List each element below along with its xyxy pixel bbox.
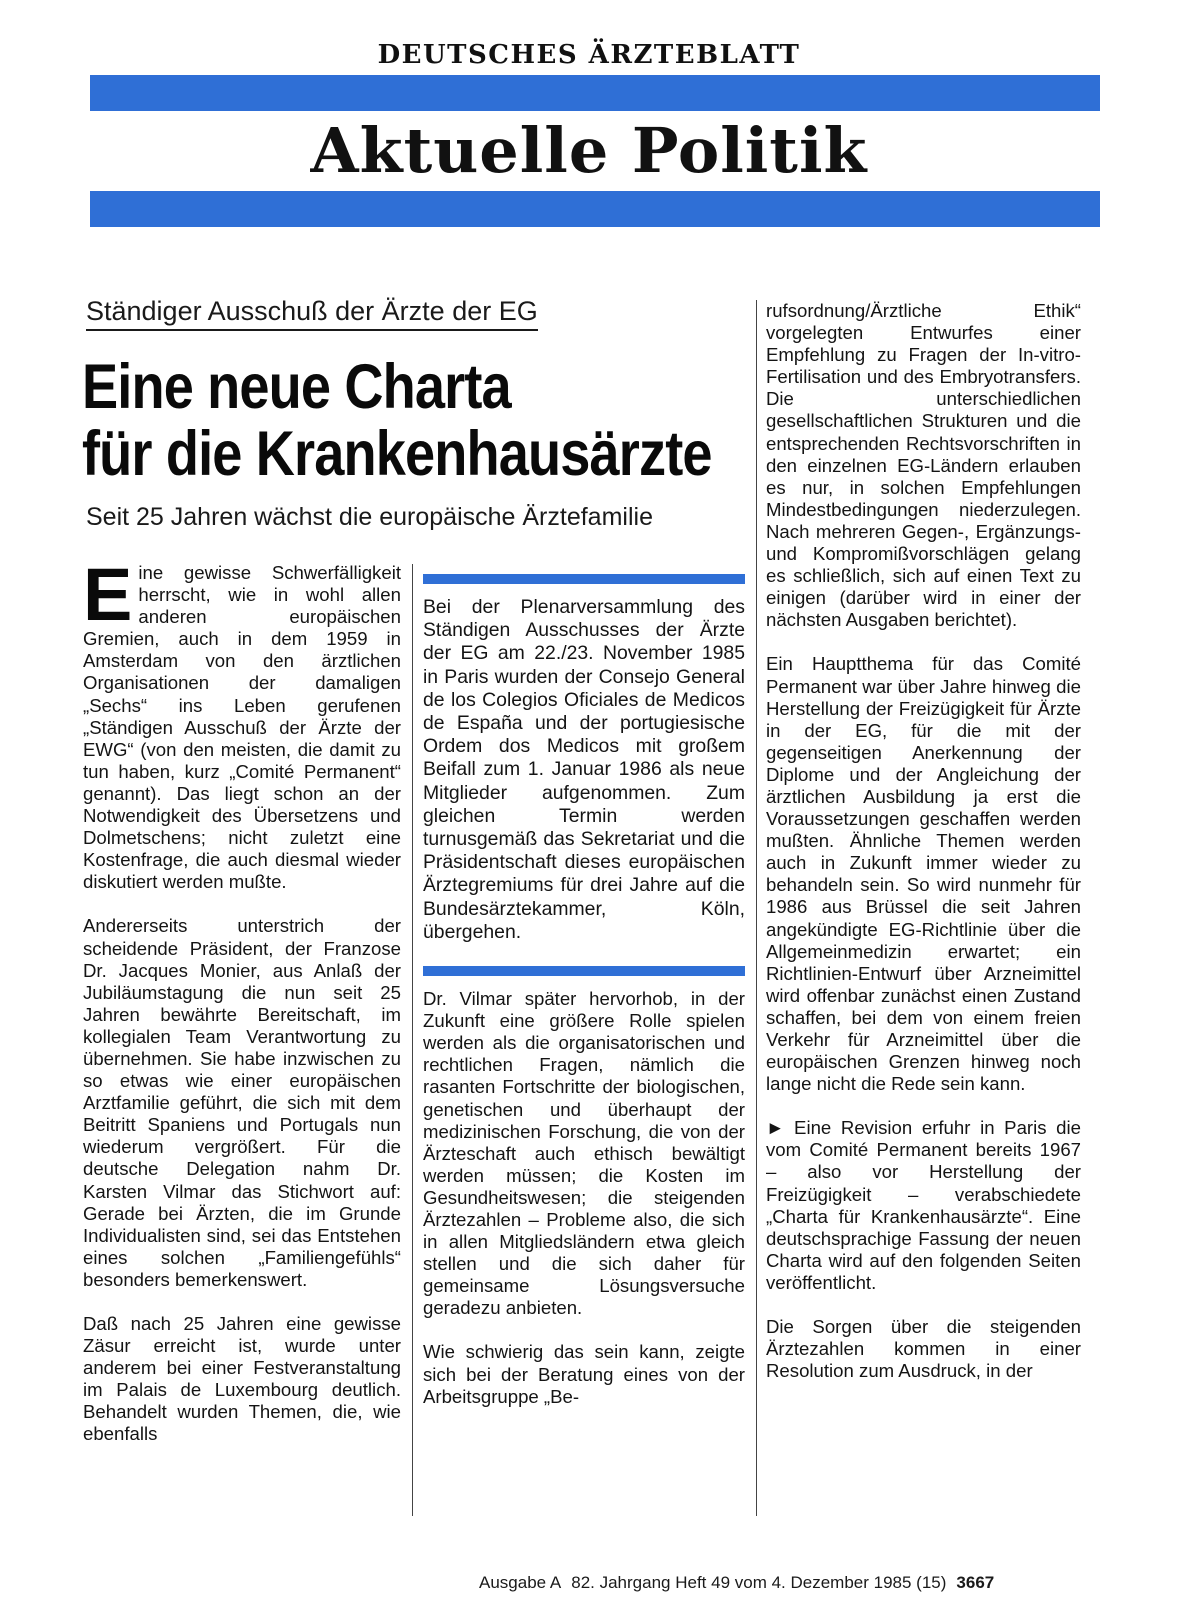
headline-line-1: Eine neue Charta	[82, 352, 511, 422]
paragraph	[83, 553, 401, 893]
column-rule	[756, 300, 757, 1516]
masthead-blue-bar-top	[90, 75, 1100, 111]
paragraph: rufsordnung/Ärztliche Ethik“ vorgelegten Entwurfes einer Empfehlung zu Fragen der In-vitro-Fertilisation und des Embryotransfers. Die unterschiedlichen gesellschaftlichen Strukturen und die entsprechenden Rechtsvorschriften in den einzelnen EG-Ländern erlauben es nur, in solchen Empfehlungen Mindestbedingungen niederzulegen. Nach mehreren Gegen-, Ergänzungs- und Kompromißvorschlägen gelang es schließlich, sich auf einen Text zu einigen (darüber wird in einer der nächsten Ausgaben berichtet).	[766, 300, 1081, 631]
subtitle: Seit 25 Jahren wächst die europäische Ärztefamilie	[86, 503, 653, 531]
paragraph: Die Sorgen über die steigenden Ärztezahlen kommen in einer Resolution zum Ausdruck, in der	[766, 1316, 1081, 1382]
box-bar-top	[423, 574, 745, 584]
footer-edition: Ausgabe A	[479, 1573, 562, 1592]
kicker: Ständiger Ausschuß der Ärzte der EG	[86, 296, 538, 331]
article-column-3	[766, 300, 1081, 1404]
column-rule	[412, 564, 413, 1516]
footer	[479, 1573, 994, 1593]
masthead: DEUTSCHES ÄRZTEBLATT	[377, 40, 801, 70]
headline	[82, 352, 712, 489]
article-column-2	[423, 574, 745, 1430]
paragraph: ► Eine Revision erfuhr in Paris die vom Comité Permanent bereits 1967 – also vor Herstellung der Freizügigkeit – verabschiedete „Charta für Krankenhausärzte“. Eine deutschsprachige Fassung der neuen Charta wird auf den folgenden Seiten veröffentlicht.	[766, 1117, 1081, 1293]
article-column-1	[83, 553, 401, 1468]
dropcap: E	[83, 553, 133, 636]
headline-line-2: für die Krankenhausärzte	[82, 419, 712, 489]
section-title: Aktuelle Politik	[310, 114, 868, 187]
paragraph: Andererseits unterstrich der scheidende Präsident, der Franzose Dr. Jacques Monier, aus Anlaß der Jubiläumstagung die nun seit 25 Jahren bewährte Bereitschaft, im kollegialen Team Verantwortung zu übernehmen. Sie habe inzwischen zu so etwas wie einer europäischen Arztfamilie geführt, die sich mit dem Beitritt Spaniens und Portugals nun wiederum vergrößert. Für die deutsche Delegation nahm Dr. Karsten Vilmar das Stichwort auf: Gerade bei Ärzten, die im Grunde Individualisten sind, sei das Entstehen eines solchen „Familiengefühls“ besonders bemerkenswert.	[83, 915, 401, 1290]
info-box-text: Bei der Plenarversammlung des Ständigen Ausschusses der Ärzte der EG am 22./23. November 1985 in Paris wurden der Consejo General de los Colegios Oficiales de Medicos de España und der portugiesische Ordem dos Medicos mit großem Beifall zum 1. Januar 1986 als neue Mitglieder aufgenommen. Zum gleichen Termin werden turnusgemäß das Sekretariat und die Präsidentschaft dieses europäischen Ärztegremiums für drei Jahre auf die Bundesärztekammer, Köln, übergehen.	[423, 596, 745, 943]
paragraph: Daß nach 25 Jahren eine gewisse Zäsur erreicht ist, wurde unter anderem bei einer Festveranstaltung im Palais de Luxembourg deutlich. Behandelt wurden Themen, die, wie ebenfalls	[83, 1313, 401, 1445]
paragraph: Dr. Vilmar später hervorhob, in der Zukunft eine größere Rolle spielen werden als die organisatorischen und rechtlichen Fragen, nämlich die rasanten Fortschritte der biologischen, genetischen und überhaupt der medizinischen Forschung, die von der Ärzteschaft auch ethisch bewältigt werden müssen; die Kosten im Gesundheitswesen; die steigenden Ärztezahlen – Probleme also, die sich in allen Mitgliedsländern etwa gleich stellen und die sich daher für gemeinsame Lösungsversuche geradezu anbieten.	[423, 988, 745, 1319]
box-bar-bottom	[423, 966, 745, 976]
footer-issue: 82. Jahrgang Heft 49 vom 4. Dezember 1985 (15)	[571, 1573, 947, 1592]
masthead-blue-bar-bottom	[90, 191, 1100, 227]
page-number: 3667	[956, 1573, 995, 1592]
paragraph: Wie schwierig das sein kann, zeigte sich bei der Beratung eines von der Arbeitsgruppe „Be-	[423, 1341, 745, 1407]
paragraph: Ein Hauptthema für das Comité Permanent war über Jahre hinweg die Herstellung der Freizügigkeit für Ärzte in der EG, für die mit der gegenseitigen Anerkennung der Diplome und der Angleichung der ärztlichen Ausbildung ja erst die Voraussetzungen geschaffen werden mußten. Ähnliche Themen werden auch in Zukunft immer wieder zu behandeln sein. So wird nunmehr für 1986 aus Brüssel die seit Jahren angekündigte EG-Richtlinie über die Allgemeinmedizin erwartet; ein Richtlinien-Entwurf über Arzneimittel wird offenbar zunächst einen Zustand schaffen, bei dem von einem freien Verkehr für Arzneimittel über die europäischen Grenzen hinweg noch lange nicht die Rede sein kann.	[766, 653, 1081, 1095]
paragraph-text: ine gewisse Schwerfälligkeit herrscht, wie in wohl allen anderen europäischen Gremien, auch in dem 1959 in Amsterdam von den ärztlichen Organisationen der damaligen „Sechs“ ins Leben gerufenen „Ständigen Ausschuß der Ärzte der EWG“ (von den meisten, die damit zu tun haben, kurz „Comité Permanent“ genannt). Das liegt schon an der Notwendigkeit des Übersetzens und Dolmetschens; nicht zuletzt eine Kostenfrage, die auch diesmal wieder diskutiert werden mußte.	[83, 562, 401, 893]
